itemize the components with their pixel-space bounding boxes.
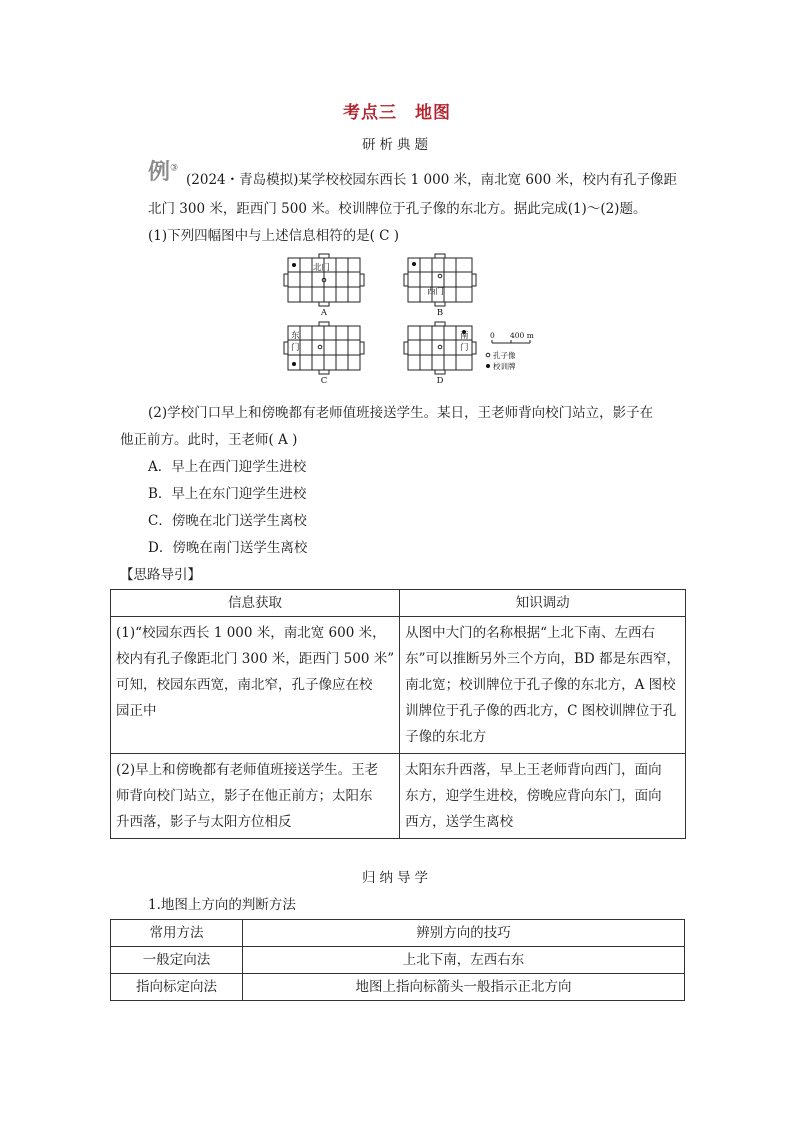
methods-col-technique: 辨别方向的技巧 <box>243 920 685 947</box>
guide-row-2-info: (2)早上和傍晚都有老师值班接送学生。王老 师背向校门站立，影子在他正前方；太阳东 升西落，影子与太阳方位相反 <box>111 754 400 839</box>
map-b-sign <box>412 262 416 266</box>
guide-row-2 <box>111 754 686 839</box>
question1-stem: (1)下列四幅图中与上述信息相符的是( C ) <box>148 228 400 244</box>
guide-col-info: 信息获取 <box>111 590 400 617</box>
page-title: 考点三 地图 <box>343 103 451 123</box>
guide-table <box>110 589 686 839</box>
map-b-label: B <box>436 308 444 318</box>
campus-maps-figure <box>280 252 550 388</box>
map-d-label: D <box>436 376 444 386</box>
map-a-label: A <box>320 308 328 318</box>
methods-row-2-technique: 地图上指向标箭头一般指示正北方向 <box>243 974 685 1001</box>
methods-row-1-method: 一般定向法 <box>111 947 243 974</box>
legend-statue-label: 孔子像 <box>493 351 516 360</box>
scale-value: 400 m <box>510 331 534 340</box>
guide-row-1-info: (1)“校园东西长 1 000 米，南北宽 600 米， 校内有孔子像距北门 300 米，距西门 500 米” 可知，校园东西宽，南北窄，孔子像应在校 园正中 <box>111 617 400 754</box>
guide-row-2-knowledge: 太阳东升西落，早上王老师背向西门，面向 东方，迎学生进校，傍晚应背向东门，面向 西方，送学生离校 <box>400 754 686 839</box>
map-b <box>404 254 476 306</box>
guide-table-header <box>111 590 686 617</box>
map-c-gate-label-1: 东 <box>291 331 300 341</box>
methods-row-2-method: 指向标定向法 <box>111 974 243 1001</box>
legend-statue-symbol <box>486 353 490 357</box>
map-d-gate-label-2: 门 <box>460 343 469 353</box>
map-c-sign <box>292 362 296 366</box>
map-c-label: C <box>320 376 328 386</box>
methods-row-2 <box>111 974 685 1001</box>
legend-sign-label: 校训牌 <box>493 362 516 371</box>
question2-stem-line2: 他正前方。此时，王老师( A ) <box>120 432 298 448</box>
map-a <box>284 254 364 306</box>
map-c-gate-label-2: 门 <box>291 343 300 353</box>
map-b-gate-label: 西门 <box>427 287 445 297</box>
guide-row-1 <box>111 617 686 754</box>
methods-table-header <box>111 920 685 947</box>
question2-stem-line1: (2)学校门口早上和傍晚都有老师值班接送学生。某日，王老师背向校门站立，影子在 <box>148 405 654 421</box>
map-a-sign <box>292 263 296 267</box>
methods-col-method: 常用方法 <box>111 920 243 947</box>
guide-heading: 【思路导引】 <box>120 567 201 583</box>
scale-zero: 0 <box>490 331 495 340</box>
summary-point-1: 1.地图上方向的判断方法 <box>148 897 296 913</box>
guide-row-1-knowledge: 从图中大门的名称根据“上北下南、左西右 东”可以推断另外三个方向，BD 都是东西窄， 南北宽；校训牌位于孔子像的东北方，A 图校 训牌位于孔子像的西北方，C 图校训牌位于孔 子像的东北方 <box>400 617 686 754</box>
methods-row-1 <box>111 947 685 974</box>
question2-option-b: B．早上在东门迎学生进校 <box>148 486 307 502</box>
map-d-gate-label-1: 南 <box>460 331 469 341</box>
question2-option-a: A．早上在西门迎学生进校 <box>148 459 307 475</box>
map-a-gate-label: 北门 <box>313 263 331 273</box>
example-mark: 例③ <box>148 159 179 185</box>
methods-row-1-technique: 上北下南，左西右东 <box>243 947 685 974</box>
summary-heading: 归纳导学 <box>362 870 432 886</box>
guide-col-knowledge: 知识调动 <box>400 590 686 617</box>
example-intro-line2: 北门 300 米，距西门 500 米。校训牌位于孔子像的东北方。据此完成(1)～(2)题。 <box>148 201 647 217</box>
question2-option-d: D．傍晚在南门送学生离校 <box>148 540 308 556</box>
example-intro-line1: (2024・青岛模拟)某学校校园东西长 1 000 米，南北宽 600 米，校内有孔子像距 <box>186 172 677 188</box>
legend-sign-symbol <box>486 364 490 368</box>
question2-option-c: C．傍晚在北门送学生离校 <box>148 513 307 529</box>
direction-methods-table <box>110 919 685 1001</box>
section-subtitle: 研析典题 <box>362 137 432 153</box>
